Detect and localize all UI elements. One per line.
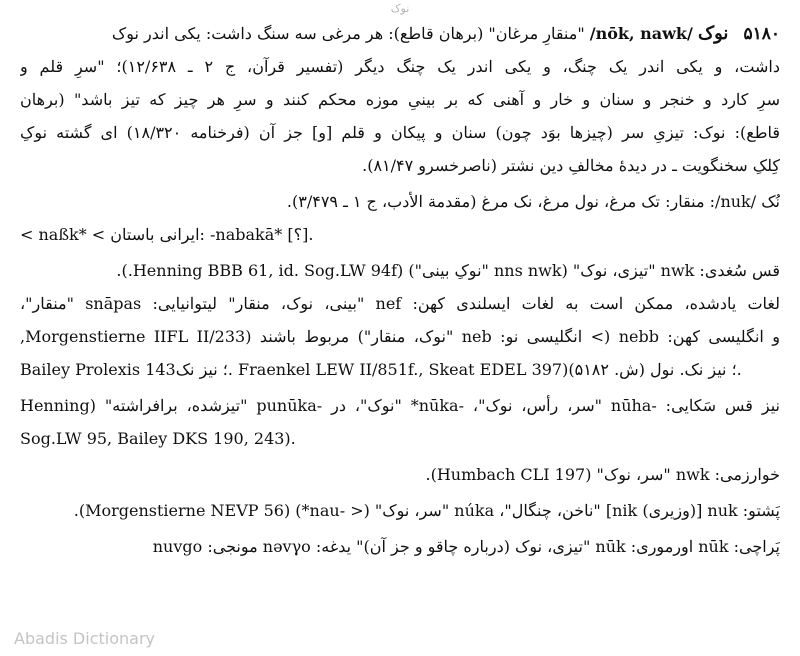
entry-number: ۵۱۸۰: [743, 24, 780, 44]
etymology-line: Sog.LW 95, Bailey DKS 190, 243).: [20, 429, 296, 448]
subentry-headword-line: نُک /nuk/: منقار: تک مرغ، نول مرغ، نک مرغ (مقدمة الأدب، ج ۱ ـ ۳/۴۷۹).: [286, 192, 780, 211]
etymology-line: < naßk* < ایرانی باستان: -nabakā* [؟].: [20, 225, 314, 244]
etymology-line: و انگلیسی کهن: nebb (> انگلیسی نو: neb "نوک، منقار") مربوط باشند (Morgenstierne IIFL II/233,: [20, 327, 780, 346]
entry-headword: نوک: [697, 23, 729, 44]
entry-header-line: [20, 18, 780, 50]
etymology-line: خوارزمی: nwk "سر، نوک" (Humbach CLI 197).: [425, 465, 780, 484]
entry-text-line: سرِ کارد و خنجر و سنان و خار و آهنی که بر بینیِ موزه محکم کنند و سرِ هر چیز که تیز باشد" (برهان: [20, 90, 780, 109]
running-head: نوک: [390, 2, 410, 15]
etymology-line: قس سُغدی: nwk "تیزی، نوک" (nns nwk "نوکِ بینی") (Henning BBB 61, id. Sog.LW 94f.).: [116, 261, 780, 280]
entry-text-line: کِلکِ سخنگویت ـ در دیدهٔ مخالفِ دین نشتر (ناصرخسرو ۸۱/۴۷).: [362, 156, 780, 175]
etymology-line: Bailey Prolexis 143؛ نیز نک. Fraenkel LEW II/851f., Skeat EDEL 397)؛ نیز نک. نول (ش. ۵۱۸۲).: [20, 360, 742, 379]
etymology-line: لغات یادشده، ممکن است به لغات ایسلندی کهن: nef "بینی، نوک، منقار" لیتوانیایی: snāpas "منقار"،: [20, 294, 780, 313]
etymology-line: پَشتو: nuk [(وزیری) nik] "ناخن، چنگال"، núka "سر، نوک" (< -nau*) (Morgenstierne NEVP 56).: [73, 501, 780, 520]
watermark: Abadis Dictionary: [14, 629, 155, 648]
entry-transcription: /nōk, nawk/: [589, 24, 693, 43]
entry-text-line: قاطع): نوک: تیزیِ سر (چیزها بوَد چون) سنان و پیکان و قلم [و] جز آن (فرخنامه ۱۸/۳۲۰) ای گشته نوکِ: [20, 123, 780, 142]
etymology-line: پَراچی: nūk اورموری: nūk "تیزی، نوک (درباره چاقو و جز آن)" یدغه: nəvγo مونجی: nuvgo: [152, 537, 780, 556]
entry-text-line: داشت، و یکی اندر یک چنگ، و یکی اندر یک چنگ دیگر (تفسیر قرآن، ج ۲ ـ ۱۲/۶۳۸)؛ "سرِ قلم و: [20, 57, 780, 76]
etymology-line: نیز قس سَکایی: -nūha "سر، رأس، نوک"، -nūka* "نوک"، در -punūka "تیزشده، برافراشته" (Henning: [20, 396, 780, 415]
entry-definition-line: "منقارِ مرغان" (برهان قاطع): هر مرغی سه سنگ داشت: یکی اندر نوک: [111, 24, 585, 43]
